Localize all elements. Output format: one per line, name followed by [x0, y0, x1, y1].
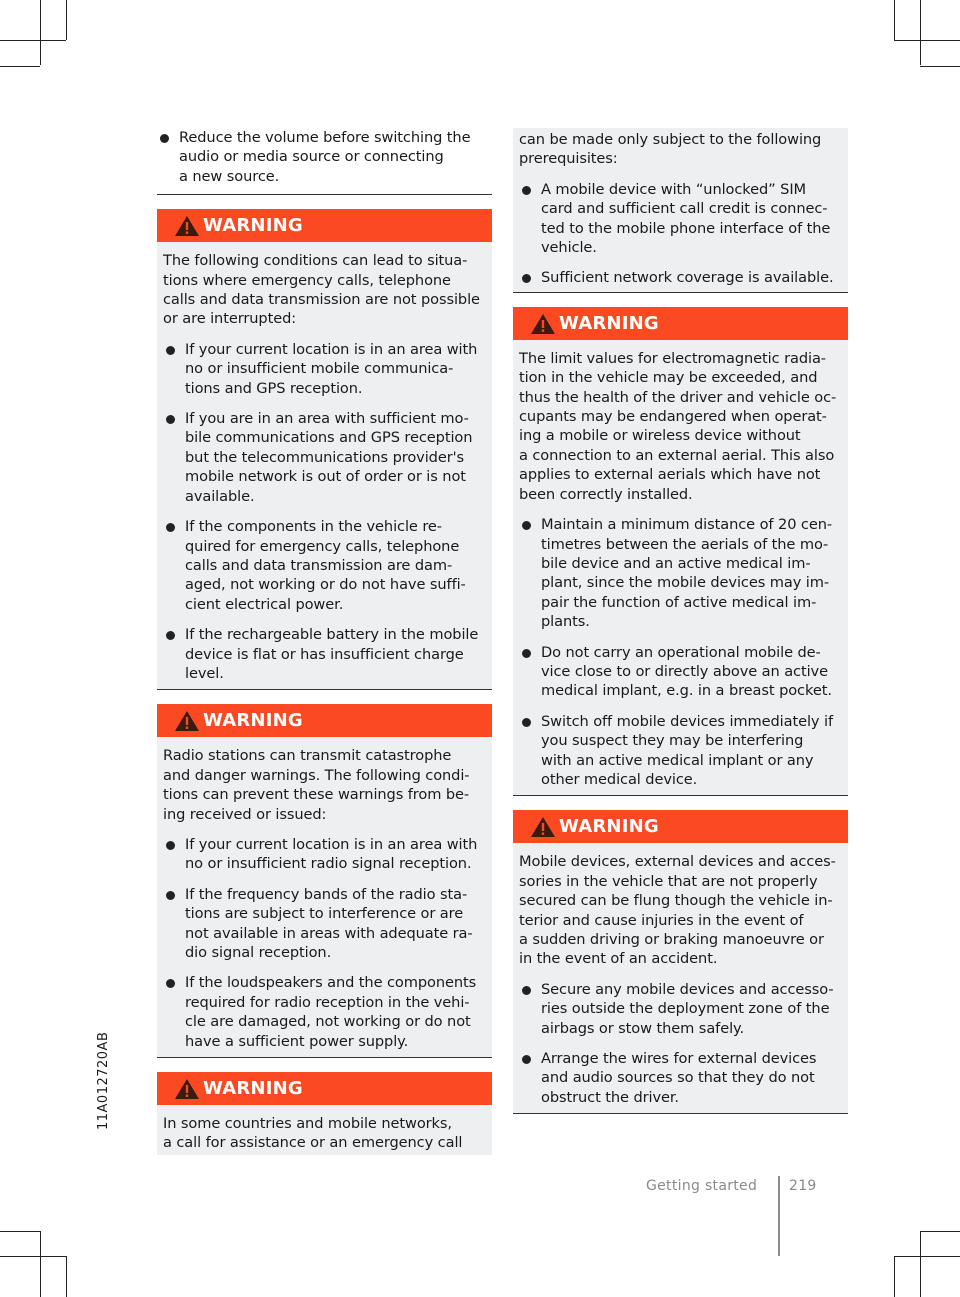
bullet-dot-icon [166, 891, 175, 900]
bullet-text: If the rechargeable battery in the mobile device is flat or has insufficient charge level. [185, 626, 479, 682]
crop-mark [920, 1231, 960, 1232]
bullet-text: If the components in the vehicle re- quired for emergency calls, telephone calls and data transmission are dam- aged, not working or do not have suffi- cient electrical power. [185, 518, 466, 613]
crop-mark [894, 0, 895, 40]
crop-mark [920, 0, 921, 65]
warning-intro: In some countries and mobile networks, a call for assistance or an emergency call [163, 1115, 463, 1152]
bullet-dot-icon [522, 1055, 531, 1064]
warning-intro: Radio stations can transmit catastrophe and danger warnings. The following condi- tions can prevent these warnings from be- ing received or issued: [163, 747, 470, 823]
warning-box [157, 1072, 492, 1155]
warning-title: WARNING [559, 312, 659, 334]
list-item [163, 340, 486, 398]
list-item [519, 980, 842, 1038]
warning-header [513, 307, 848, 340]
list-item [519, 643, 842, 701]
crop-mark [0, 66, 40, 67]
list-item [163, 835, 486, 874]
list-item [519, 712, 842, 790]
list-item [519, 180, 842, 258]
bullet-text: Arrange the wires for external devices and audio sources so that they do not obstruct the driver. [541, 1050, 817, 1106]
bullet-dot-icon [166, 979, 175, 988]
warning-title: WARNING [203, 215, 303, 237]
left-column [157, 128, 492, 1155]
bullet-dot-icon [166, 631, 175, 640]
bullet-dot-icon [160, 134, 169, 143]
warning-body-continued [513, 128, 848, 292]
bullet-text: Maintain a minimum distance of 20 cen- timetres between the aerials of the mo- bile device and an active medical im- plant, since the mobile devices may im- pair the function of active medical im- plants. [541, 516, 833, 631]
footer-section-title: Getting started [646, 1178, 758, 1194]
bullet-text: If your current location is in an area with no or insufficient mobile communica- tions and GPS reception. [185, 340, 478, 397]
crop-mark [40, 0, 41, 65]
warning-title: WARNING [559, 816, 659, 838]
warning-header [157, 1072, 492, 1105]
warning-body [513, 340, 848, 796]
warning-intro: Mobile devices, external devices and acces- sories in the vehicle that are not properly secured can be flung though the vehicle in- terior and cause injuries in the event of a sudden driving or braking manoeuvre or in the event of an accident. [519, 853, 836, 968]
bullet-text: Sufficient network coverage is available. [541, 269, 834, 287]
crop-mark [0, 1231, 40, 1232]
divider [513, 1113, 848, 1114]
document-code: 11A012720AB [96, 1031, 111, 1130]
right-column [513, 128, 848, 1114]
warning-box [513, 810, 848, 1114]
bullet-text: Reduce the volume before switching the audio or media source or connecting a new source. [179, 129, 471, 185]
warning-triangle-icon [174, 1078, 200, 1100]
bullet-dot-icon [522, 649, 531, 658]
warning-intro: The following conditions can lead to situa- tions where emergency calls, telephone calls and data transmission are not possible or are interrupted: [163, 252, 480, 328]
divider [513, 292, 848, 293]
warning-title: WARNING [203, 710, 303, 732]
warning-header [157, 209, 492, 242]
list-item [163, 625, 486, 683]
warning-box [513, 307, 848, 797]
bullet-text: If the loudspeakers and the components required for radio reception in the vehi- cle are damaged, not working or do not have a sufficient power supply. [185, 974, 477, 1050]
list-item [519, 268, 842, 287]
bullet-text: Switch off mobile devices immediately if you suspect they may be interfering with an active medical implant or any other medical device. [541, 712, 833, 788]
warning-title: WARNING [203, 1078, 303, 1100]
warning-header [513, 810, 848, 843]
warning-body [157, 737, 492, 1057]
bullet-text: Do not carry an operational mobile de- vice close to or directly above an active medical implant, e.g. in a breast pocket. [541, 643, 832, 700]
bullet-dot-icon [166, 346, 175, 355]
bullet-dot-icon [166, 415, 175, 424]
warning-intro: The limit values for electromagnetic radia- tion in the vehicle may be exceeded, and thus the health of the driver and vehicle oc- cupants may be endangered when operat- ing a mobile or wireless device without a connection to an external aerial. This also applies to external aerials which have not been correctly installed. [519, 349, 837, 503]
bullet-dot-icon [522, 521, 531, 530]
bullet-dot-icon [522, 186, 531, 195]
list-item [163, 885, 486, 963]
crop-mark [0, 40, 66, 41]
crop-mark [920, 66, 960, 67]
list-item [163, 973, 486, 1051]
bullet-dot-icon [166, 523, 175, 532]
warning-body [157, 1105, 492, 1155]
bullet-text: If you are in an area with sufficient mo- bile communications and GPS reception but the telecommunications provider's mobile network is out of order or is not available. [185, 410, 473, 505]
crop-mark [894, 40, 960, 41]
crop-mark [894, 1256, 895, 1297]
list-item [519, 1049, 842, 1107]
list-item [163, 409, 486, 506]
list-item [163, 517, 486, 614]
bullet-dot-icon [522, 718, 531, 727]
warning-triangle-icon [530, 816, 556, 838]
crop-mark [0, 1256, 66, 1257]
crop-mark [920, 1231, 921, 1297]
list-item [157, 128, 492, 186]
bullet-dot-icon [522, 274, 531, 283]
continued-text: can be made only subject to the following prerequisites: [519, 131, 822, 168]
crop-mark [894, 1256, 960, 1257]
warning-box [157, 209, 492, 690]
footer-divider [778, 1176, 780, 1256]
page-number: 219 [789, 1178, 817, 1194]
bullet-text: If the frequency bands of the radio sta- tions are subject to interference or are not available in areas with adequate ra- dio signal reception. [185, 885, 473, 961]
bullet-text: A mobile device with “unlocked” SIM card and sufficient call credit is connec- ted to the mobile phone interface of the vehicle. [541, 180, 831, 257]
bullet-text: If your current location is in an area with no or insufficient radio signal reception. [185, 835, 478, 873]
divider [157, 1057, 492, 1058]
warning-triangle-icon [174, 215, 200, 237]
warning-body [157, 242, 492, 689]
crop-mark [66, 0, 67, 40]
divider [513, 795, 848, 796]
warning-header [157, 704, 492, 737]
crop-mark [66, 1256, 67, 1297]
warning-box [157, 704, 492, 1058]
bullet-text: Secure any mobile devices and accesso- ries outside the deployment zone of the airbags or stow them safely. [541, 980, 834, 1037]
list-item [519, 515, 842, 631]
divider [157, 194, 492, 195]
bullet-dot-icon [166, 841, 175, 850]
divider [157, 689, 492, 690]
warning-body [513, 843, 848, 1113]
crop-mark [40, 1231, 41, 1297]
bullet-dot-icon [522, 986, 531, 995]
warning-triangle-icon [174, 710, 200, 732]
warning-triangle-icon [530, 313, 556, 335]
